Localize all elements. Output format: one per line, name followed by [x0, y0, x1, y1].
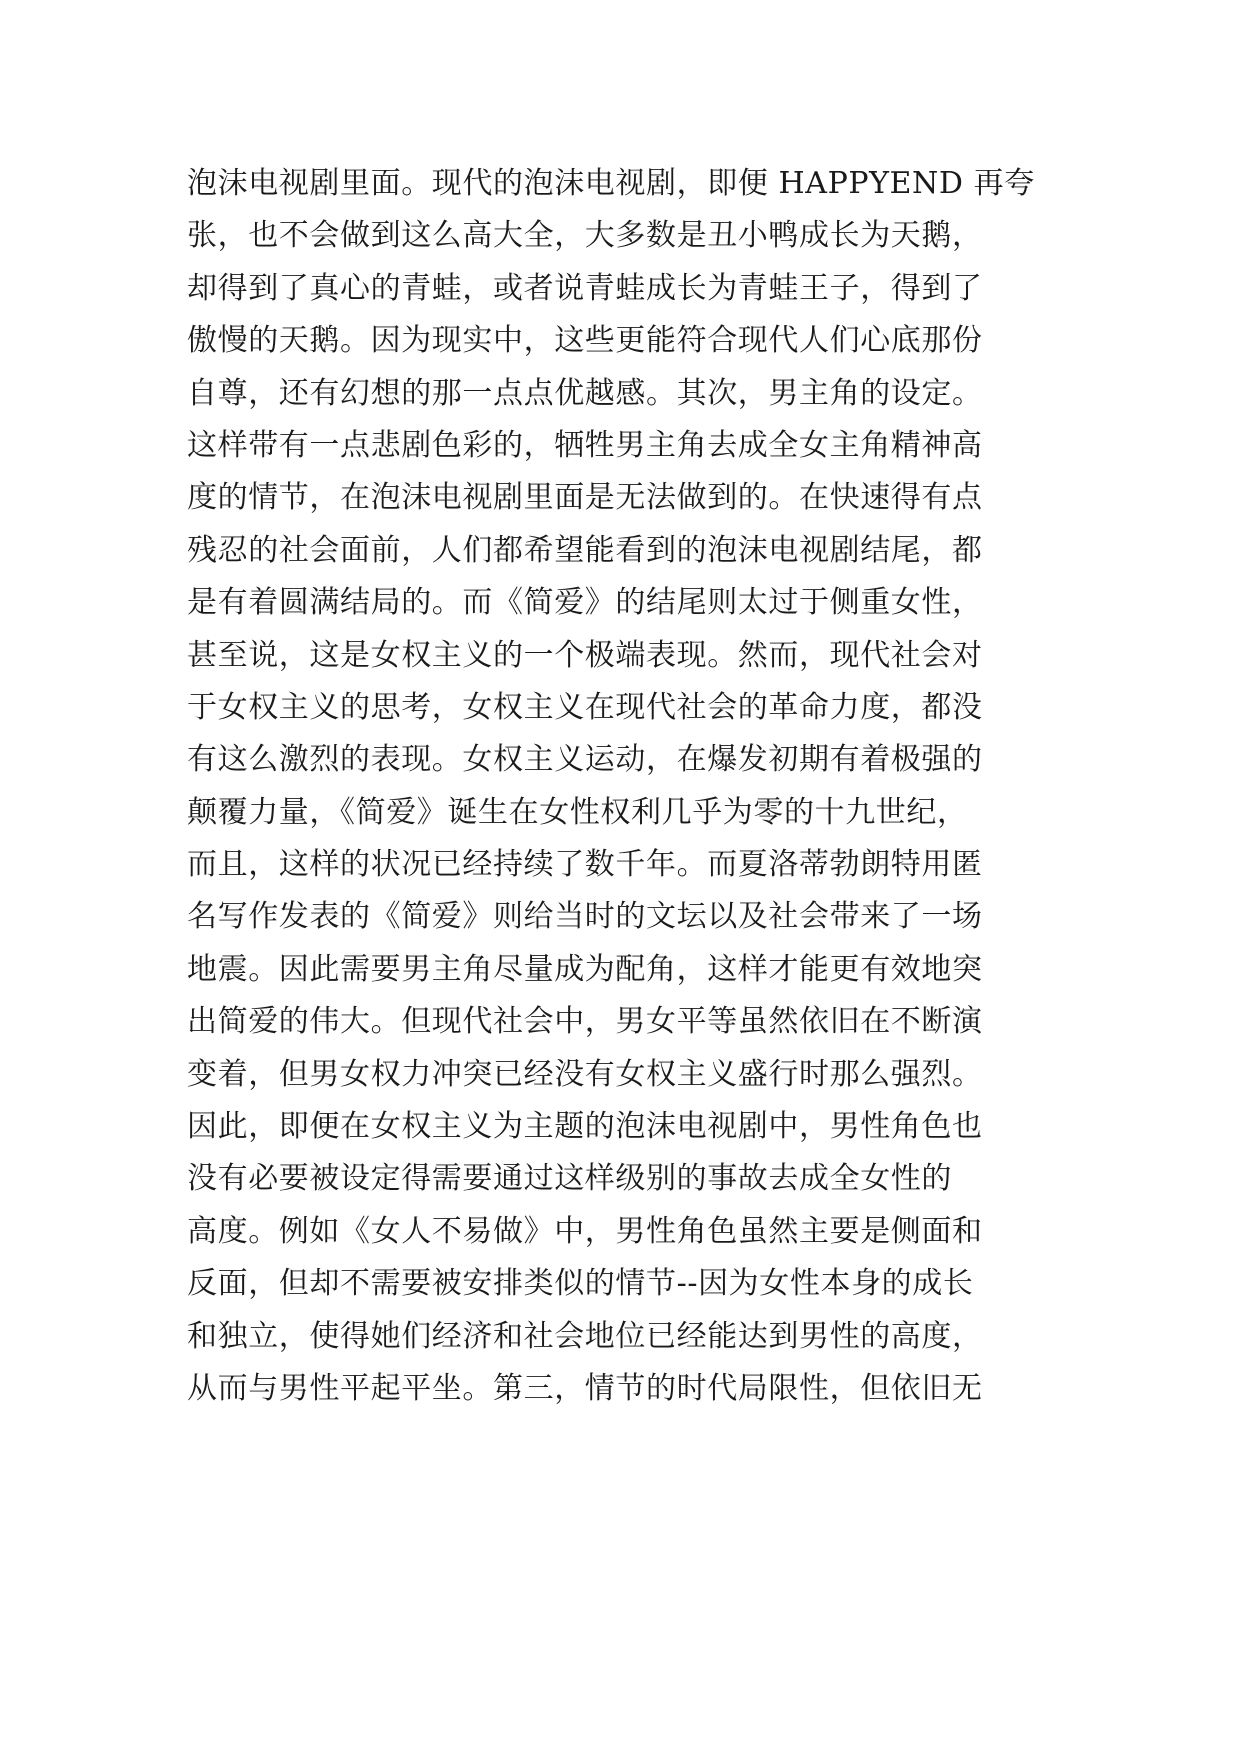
text-line: 从而与男性平起平坐。第三，情节的时代局限性，但依旧无	[187, 1370, 983, 1406]
text-line: 泡沫电视剧里面。现代的泡沫电视剧，即便 HAPPYEND 再夸	[187, 166, 1035, 201]
text-line: 是有着圆满结局的。而《简爱》的结尾则太过于侧重女性，	[187, 585, 983, 621]
text-line: 这样带有一点悲剧色彩的，牺牲男主角去成全女主角精神高	[187, 427, 983, 463]
text-line: 没有必要被设定得需要通过这样级别的事故去成全女性的	[187, 1161, 952, 1197]
text-line: 名写作发表的《简爱》则给当时的文坛以及社会带来了一场	[187, 899, 983, 935]
text-line: 有这么激烈的表现。女权主义运动，在爆发初期有着极强的	[187, 742, 983, 778]
text-line: 却得到了真心的青蛙，或者说青蛙成长为青蛙王子，得到了	[187, 270, 983, 306]
text-line: 傲慢的天鹅。因为现实中，这些更能符合现代人们心底那份	[187, 323, 983, 359]
text-line: 出简爱的伟大。但现代社会中，男女平等虽然依旧在不断演	[187, 1004, 983, 1040]
text-line: 反面，但却不需要被安排类似的情节--因为女性本身的成长	[187, 1266, 974, 1302]
body-text	[187, 158, 1067, 1415]
text-line: 张，也不会做到这么高大全，大多数是丑小鸭成长为天鹅，	[187, 218, 983, 254]
text-line: 自尊，还有幻想的那一点点优越感。其次，男主角的设定。	[187, 375, 983, 411]
text-line: 度的情节，在泡沫电视剧里面是无法做到的。在快速得有点	[187, 480, 983, 516]
text-line: 和独立，使得她们经济和社会地位已经能达到男性的高度，	[187, 1318, 983, 1354]
text-line: 颠覆力量，《简爱》诞生在女性权利几乎为零的十九世纪，	[187, 794, 968, 830]
text-line: 高度。例如《女人不易做》中，男性角色虽然主要是侧面和	[187, 1213, 983, 1249]
text-line: 甚至说，这是女权主义的一个极端表现。然而，现代社会对	[187, 637, 983, 673]
text-line: 变着，但男女权力冲突已经没有女权主义盛行时那么强烈。	[187, 1056, 983, 1092]
text-line: 而且，这样的状况已经持续了数千年。而夏洛蒂勃朗特用匿	[187, 847, 983, 883]
text-line: 地震。因此需要男主角尽量成为配角，这样才能更有效地突	[187, 951, 983, 987]
text-line: 于女权主义的思考，女权主义在现代社会的革命力度，都没	[187, 689, 983, 725]
text-line: 因此，即便在女权主义为主题的泡沫电视剧中，男性角色也	[187, 1109, 983, 1145]
text-line: 残忍的社会面前，人们都希望能看到的泡沫电视剧结尾，都	[187, 532, 983, 568]
